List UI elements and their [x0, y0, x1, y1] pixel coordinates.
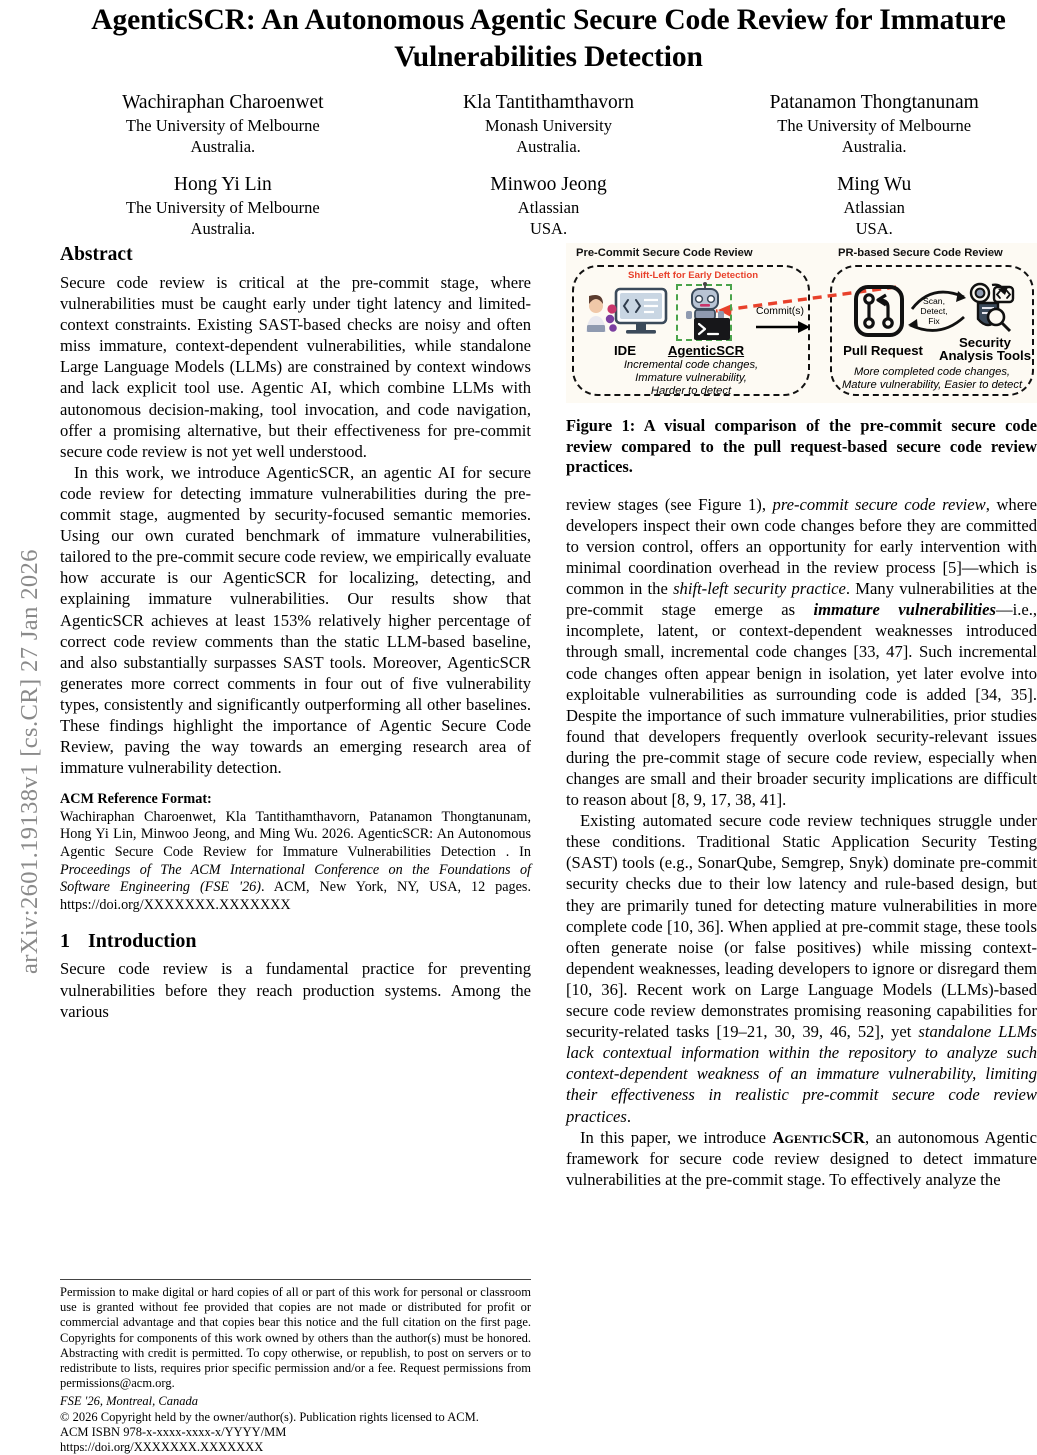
- introduction-number: 1: [60, 930, 70, 953]
- footnote-venue: FSE '26, Montreal, Canada: [60, 1394, 198, 1409]
- ide-illustration-icon: [584, 287, 672, 341]
- footnote-divider: [60, 1279, 531, 1280]
- pre-commit-sub-line-2: Immature vulnerability,: [635, 372, 747, 384]
- rp1-b: , where developers inspect their own code changes before they are committed to version control, offers an opportunity for early intervention with minimal coordination overhead in the review process [5]—which is common in the: [566, 494, 1037, 599]
- author-country: Australia.: [516, 137, 581, 156]
- author-affiliation: Atlassian: [843, 198, 905, 217]
- author-country: USA.: [855, 219, 893, 238]
- rp1-italic-1: pre-commit secure code review: [772, 494, 986, 514]
- pre-commit-sub-line-3: Harder to detect: [650, 385, 732, 397]
- left-column: [60, 243, 531, 1455]
- page-title: AgenticSCR: An Autonomous Agentic Secure Code Review for Immature Vulnerabilities Detection: [91, 4, 1006, 73]
- footnote-isbn: ACM ISBN 978-x-xxxx-xxxx-x/YYYY/MM: [60, 1424, 287, 1439]
- pr-based-sub-line-2: Mature vulnerability, Easier to detect: [841, 379, 1023, 391]
- author-block: [60, 90, 1037, 239]
- author-affiliation: The University of Melbourne: [125, 116, 320, 135]
- rp2-italic: standalone LLMs lack contextual information within the repository to analyze such context-dependent weakness of an immature vulnerability, limiting their effectiveness in realistic pre-commit secure code review practices: [566, 1022, 1037, 1126]
- agenticscr-robot-icon: [678, 281, 732, 343]
- acm-reference-format: [60, 791, 531, 914]
- acm-reference-italic: Proceedings of The ACM International Conference on the Foundations of Software Engineering (FSE '26): [60, 861, 531, 896]
- pre-commit-sub-line-1: Incremental code changes,: [623, 359, 759, 371]
- author-name: Kla Tantithamthavorn: [462, 92, 635, 113]
- arxiv-stamp-text: arXiv:2601.19138v1 [cs.CR] 27 Jan 2026: [16, 549, 43, 974]
- right-paragraph-1: [566, 494, 1037, 810]
- author-row: [60, 90, 1037, 157]
- pull-request-label: Pull Request: [843, 343, 923, 358]
- rp1-italic-2: shift-left security practice: [673, 579, 846, 599]
- right-paragraph-2: [566, 810, 1037, 1126]
- footnote-permission: Permission to make digital or hard copies of all or part of this work for personal or classroom use is granted without fee provided that copies are not made or distributed for profit or commercial advantage and that copies bear this notice and the full citation on the first page. Copyrights for components of this work owned by others than the author(s) must be honored. Abstracting with credit is permitted. To copy otherwise, or republish, to post on servers or to redistribute to lists, requires prior specific permission and/or a fee. Request permissions from permissions@acm.org.: [60, 1285, 531, 1391]
- arxiv-stamp: [0, 0, 52, 1200]
- abstract-paragraph-2: In this work, we introduce AgenticSCR, an agentic AI for secure code review for detecting immature vulnerabilities during the pre-commit stage, augmented by security-focused semantic memories. Using our own curated benchmark of immature vulnerabilities, tailored to the pre-commit secure code review, we empirically evaluate how accurate is our AgenticSCR for localizing, detecting, and explaining immature vulnerabilities. Our results show that AgenticSCR achieves at least 153% relatively higher percentage of correct code review comments than the static LLM-based baseline, and also substantially surpasses SAST tools. Moreover, AgenticSCR generates more correct comments in four out of five vulnerability types, consistently and significantly outperforming all other baselines. These findings highlight the importance of Agentic Secure Code Review, paving the way towards an emerging research area of immature vulnerability detection.: [60, 462, 531, 778]
- copyright-footnote: [60, 1279, 531, 1455]
- abstract-paragraph-1: Secure code review is critical at the pre-commit stage, where vulnerabilities must be caught early under tight latency and limited-context constraints. Existing SAST-based checks are noisy and often miss immature, context-dependent vulnerabilities, while standalone Large Language Models (LLMs) are constrained by context windows and lack explicit tool use. Agentic AI, which combine LLMs with autonomous decision-making, tool invocation, and code navigation, offer a promising alternative, but their effectiveness for pre-commit secure code review is not yet well understood.: [60, 273, 531, 461]
- author-affiliation: Monash University: [485, 116, 612, 135]
- security-tools-label-line1: Security: [958, 335, 1012, 350]
- agenticscr-label: AgenticSCR: [667, 343, 745, 358]
- cycle-label-line3: Fix: [928, 316, 940, 326]
- acm-reference-part1: Wachiraphan Charoenwet, Kla Tantithamthavorn, Patanamon Thongtanunam, Hong Yi Lin, Minwoo Jeong, and Ming Wu. 2026. AgenticSCR: An Autonomous Agentic Secure Code Review for Immature Vulnerabilities Detection . In: [60, 808, 531, 861]
- pull-request-icon: [854, 285, 904, 337]
- introduction-heading: [60, 929, 531, 953]
- commit-arrow-icon: [754, 319, 814, 335]
- acm-reference-part2: . ACM, New York, NY, USA, 12 pages. https://doi.org/XXXXXXX.XXXXXXX: [60, 879, 531, 913]
- author-row: [60, 172, 1037, 239]
- introduction-paragraph-1: Secure code review is a fundamental practice for preventing vulnerabilities before they reach production systems. Among the various: [60, 959, 531, 1021]
- rp3-a: In this paper, we introduce: [580, 1127, 773, 1147]
- author-entry: [60, 172, 386, 239]
- rp3-smallcaps: AgenticSCR: [772, 1127, 866, 1147]
- author-name: Patanamon Thongtanunam: [769, 92, 979, 113]
- author-name: Minwoo Jeong: [490, 174, 607, 195]
- figure-1-caption: Figure 1: A visual comparison of the pre-commit secure code review compared to the pull request-based secure code review practices.: [566, 416, 1037, 477]
- rp1-bold: immature vulnerabilities: [813, 600, 996, 620]
- pr-based-sub-line-1: More completed code changes,: [853, 366, 1011, 378]
- author-entry: [711, 90, 1037, 157]
- right-column-body: [566, 494, 1037, 1190]
- introduction-title: Introduction: [88, 930, 197, 953]
- rp1-d: —i.e., incomplete, latent, or context-dependent weaknesses introduced through small, incremental code changes [33, 47]. Such incremental code changes often appear benign in isolation, yet later evolve into exploitable vulnerabilities as surrounding code is added [34, 35]. Despite the importance of such immature vulnerabilities, prior studies found that developers frequently overlook security-relevant issues during the pre-commit stage of secure code review, especially when changes are small and their broader security implications are difficult to reason about [8, 9, 17, 38, 41].: [566, 600, 1037, 810]
- author-name: Wachiraphan Charoenwet: [122, 92, 324, 113]
- author-country: Australia.: [841, 137, 907, 156]
- rp1-c: . Many vulnerabilities at the pre-commit stage emerge as: [566, 579, 1037, 620]
- abstract-heading: Abstract: [60, 244, 133, 265]
- rp1-a: review stages (see Figure 1),: [566, 494, 773, 514]
- security-analysis-tools-icon: [964, 279, 1022, 337]
- security-tools-label-line2: Analysis Tools: [938, 348, 1032, 363]
- cycle-label-line1: Scan,: [923, 296, 945, 306]
- figure-heading-left: Pre-Commit Secure Code Review: [576, 247, 753, 259]
- right-column: [566, 243, 1037, 1190]
- acm-reference-heading: ACM Reference Format:: [60, 791, 212, 808]
- right-paragraph-3: [566, 1127, 1037, 1190]
- introduction-section: [60, 929, 531, 1021]
- rp2-b: .: [626, 1106, 631, 1126]
- author-country: USA.: [529, 219, 568, 238]
- author-affiliation: Atlassian: [517, 198, 580, 217]
- author-affiliation: The University of Melbourne: [125, 198, 320, 217]
- footnote-doi: https://doi.org/XXXXXXX.XXXXXXX: [60, 1440, 264, 1455]
- author-entry: [60, 90, 386, 157]
- author-name: Ming Wu: [837, 174, 912, 195]
- commit-arrow-label: Commit(s): [756, 306, 804, 317]
- paper-page: [60, 0, 1037, 1455]
- figure-1-graphic: [566, 243, 1037, 403]
- author-affiliation: The University of Melbourne: [777, 116, 972, 135]
- footnote-copyright: © 2026 Copyright held by the owner/author(s). Publication rights licensed to ACM.: [60, 1409, 479, 1424]
- shift-left-annotation: Shift-Left for Early Detection: [628, 270, 759, 281]
- ide-label: IDE: [614, 343, 636, 358]
- author-name: Hong Yi Lin: [173, 174, 272, 195]
- author-entry: [386, 90, 712, 157]
- cycle-label-line2: Detect,: [920, 306, 948, 316]
- author-entry: [711, 172, 1037, 239]
- author-entry: [386, 172, 712, 239]
- author-country: Australia.: [190, 137, 256, 156]
- author-country: Australia.: [190, 219, 256, 238]
- rp2-a: Existing automated secure code review techniques struggle under these conditions. Traditional Static Application Security Testing (SAST) tools (e.g., SonarQube, Semgrep, Snyk) dominate pre-commit security checks due to their low latency and rule-based design, but they are primarily tuned for detecting mature vulnerabilities in more complete code [10, 36]. When applied at pre-commit stage, these tools often generate noise (or false positives) while missing context-dependent weaknesses, leading developers to ignore or disregard them [10, 36]. Recent work on Large Language Models (LLMs)-based secure code review demonstrates promising reasoning capabilities for security-related tasks [19–21, 30, 39, 46, 52], yet: [566, 811, 1037, 1042]
- figure-heading-right: PR-based Secure Code Review: [838, 247, 1003, 259]
- rp3-b: , an autonomous Agentic framework for secure code review designed to detect immature vulnerabilities at the pre-commit stage. To effectively analyze the: [566, 1127, 1037, 1189]
